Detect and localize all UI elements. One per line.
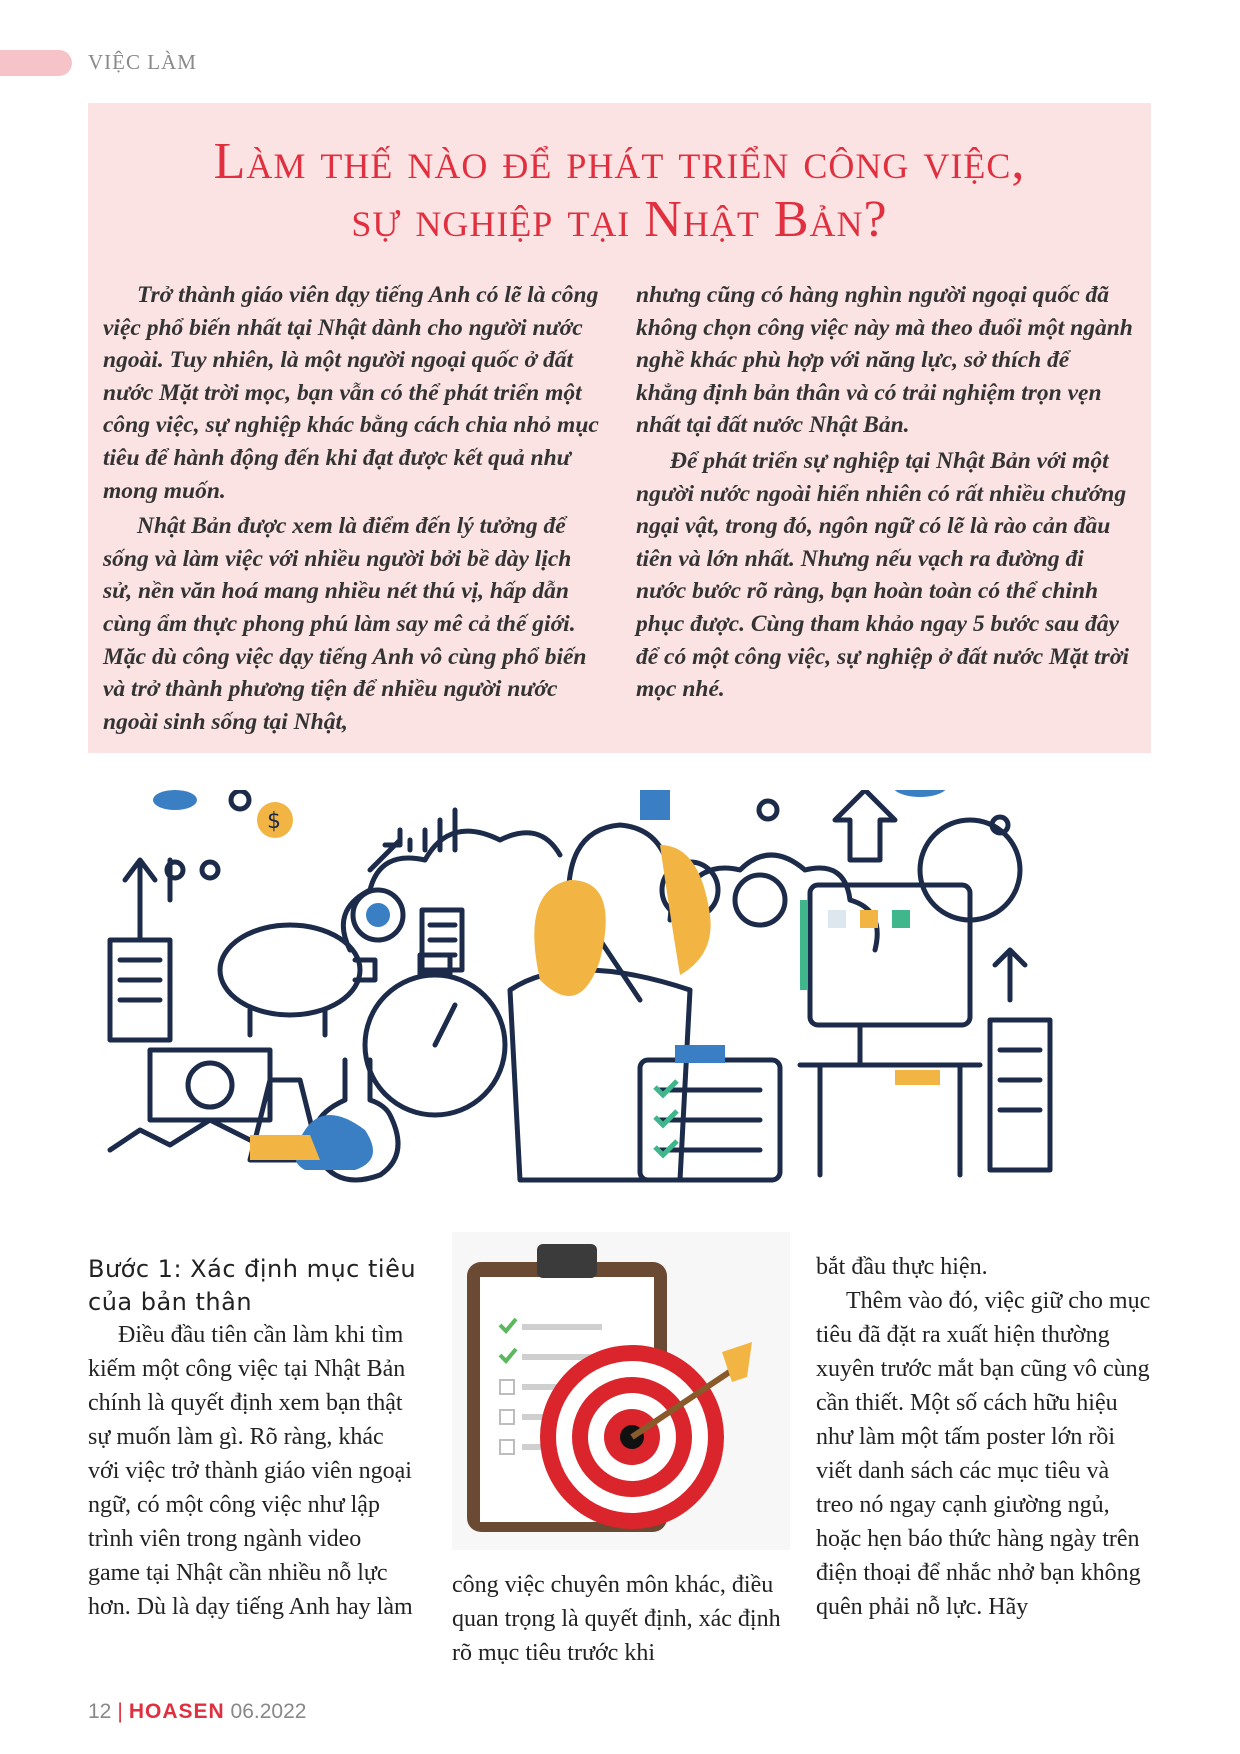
arrow-up-icon [835, 790, 895, 860]
document-icon [990, 1020, 1050, 1170]
page-number: 12 [88, 1700, 112, 1723]
issue-date: 06.2022 [230, 1700, 307, 1723]
career-illustration [100, 790, 1150, 1190]
intro-box [88, 103, 1151, 753]
dollar-icon: $ [267, 809, 281, 834]
cloud-icon [153, 790, 197, 810]
arrow-up-icon [125, 860, 155, 940]
puzzle-icon [640, 790, 670, 820]
article-title [88, 133, 1151, 249]
step-1-heading: Bước 1: Xác định mục tiêu của bản thân [88, 1255, 417, 1316]
body-paragraph: Thêm vào đó, việc giữ cho mục tiêu đã đặt ra xuất hiện thường xuyên trước mắt bạn cũng vô cùng cần thiết. Một số cách hữu hiệu như làm một tấm poster lớn rồi viết danh sách các mục tiêu và treo nó ngay cạnh giường ngủ, hoặc hẹn báo thức hàng ngày trên điện thoại để nhắc nhở bạn không quên phải nỗ lực. Hãy [816, 1288, 1151, 1620]
monitor-icon [810, 885, 970, 1025]
flask-liquid [250, 1135, 320, 1160]
trend-line [110, 1120, 250, 1150]
body-column-2 [452, 1568, 792, 1670]
title-line-1: Làm thế nào để phát triển công việc, [213, 133, 1026, 190]
hair-fill [534, 880, 605, 996]
bar-chart-icon [410, 810, 455, 850]
target-center [366, 903, 390, 927]
magazine-brand: HOASEN [128, 1700, 225, 1723]
title-line-2: sự nghiệp tại Nhật Bản? [351, 191, 888, 248]
body-column-1 [88, 1318, 418, 1624]
cloud-icon [892, 790, 948, 797]
body-column-3 [816, 1250, 1151, 1624]
piggy-bank-icon [220, 925, 360, 1015]
intro-paragraph: nhưng cũng có hàng nghìn người ngoại quốc đã không chọn công việc này mà theo đuổi một ngành nghề khác phù hợp với năng lực, sở thích để khẳng định bản thân và có trải nghiệm trọn vẹn nhất tại đất nước Nhật Bản. [636, 282, 1133, 439]
body-paragraph: Điều đầu tiên cần làm khi tìm kiếm một công việc tại Nhật Bản chính là quyết định xem bạn thật sự muốn làm gì. Rõ ràng, khác với việc trở thành giáo viên ngoại ngữ, có một công việc như lập trình viên trong ngành video game tại Nhật cần nhiều nỗ lực hơn. Dù là dạy tiếng Anh hay làm [88, 1322, 413, 1620]
intro-paragraph: Nhật Bản được xem là điểm đến lý tưởng để sống và làm việc với nhiều người bởi bề dày lịch sử, nền văn hoá mang nhiều nét thú vị, hấp dẫn cùng ẩm thực phong phú làm say mê cả thế giới. Mặc dù công việc dạy tiếng Anh vô cùng phổ biến và trở thành phương tiện để nhiều người nước ngoài sinh sống tại Nhật, [103, 513, 587, 735]
page-footer: 12 | HOASEN 06.2022 [88, 1700, 307, 1723]
document-icon [110, 940, 170, 1040]
desk-item [675, 1045, 725, 1063]
pie-chart-icon [735, 875, 785, 925]
body-paragraph: bắt đầu thực hiện. [816, 1254, 988, 1280]
intro-paragraph: Trở thành giáo viên dạy tiếng Anh có lẽ là công việc phổ biến nhất tại Nhật dành cho người nước ngoài. Tuy nhiên, là một người ngoại quốc ở đất nước Mặt trời mọc, bạn vẫn có thể phát triển một công việc, sự nghiệp khác bằng cách chia nhỏ mục tiêu để hành động đến khi đạt được kết quả như mong muốn. [103, 282, 599, 504]
intro-column-1 [103, 279, 603, 741]
intro-paragraph: Để phát triển sự nghiệp tại Nhật Bản với một người nước ngoài hiển nhiên có rất nhiều chướng ngại vật, trong đó, ngôn ngữ có lẽ là rào cản đầu tiên và lớn nhất. Nhưng nếu vạch ra đường đi nước bước rõ ràng, bạn hoàn toàn có thể chinh phục được. Cùng tham khảo ngay 5 bước sau đây để có một công việc, sự nghiệp ở đất nước Mặt trời mọc nhé. [636, 447, 1129, 703]
target-clipboard-image [452, 1232, 790, 1550]
clipboard-clip [537, 1244, 597, 1278]
section-tab [0, 50, 72, 76]
intro-column-2 [636, 279, 1136, 709]
section-label: VIỆC LÀM [88, 50, 197, 74]
body-paragraph: công việc chuyên môn khác, điều quan trọng là quyết định, xác định rõ mục tiêu trước khi [452, 1572, 781, 1666]
